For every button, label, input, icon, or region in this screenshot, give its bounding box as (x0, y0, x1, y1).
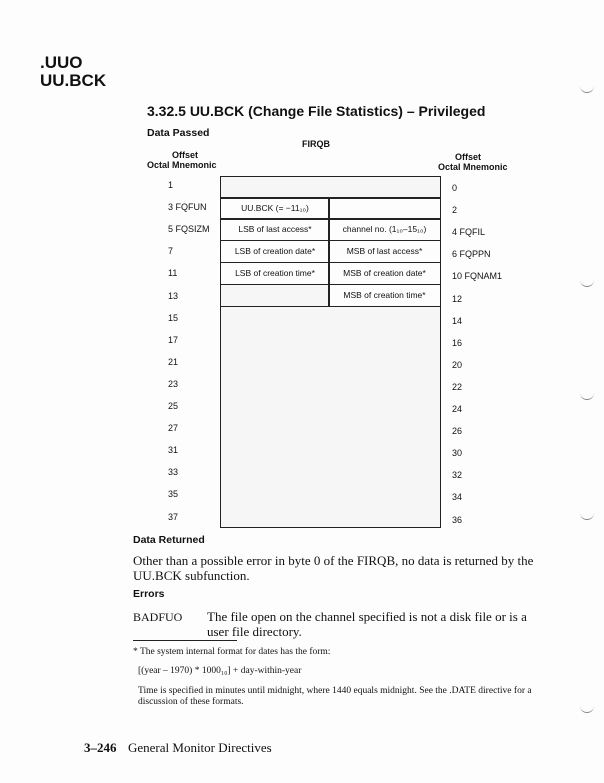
firqb-label: FIRQB (302, 139, 330, 149)
left-offset: 7 (168, 246, 174, 257)
cell-r7-left (220, 240, 330, 263)
error-code: BADFUO (133, 610, 183, 624)
cell-r11-left (220, 262, 330, 285)
right-offset: 14 (452, 315, 463, 326)
cell-r7-right (328, 240, 441, 263)
left-offset: 23 (168, 378, 179, 389)
right-mnemonic-header: Octal Mnemonic (438, 162, 508, 172)
cell-text: LSB of last access* (238, 224, 312, 234)
left-offset: 1 (168, 180, 174, 190)
footnote-line3: Time is specified in minutes until midnight, where 1440 equals midnight. See the .DATE directive for a discussion of these formats. (138, 686, 532, 707)
left-offset-header: Offset (172, 150, 199, 160)
cell-r11-right (328, 262, 441, 285)
binder-hole-mark (580, 706, 594, 713)
errors-heading: Errors (133, 588, 165, 600)
footnote-rule (133, 640, 237, 641)
data-returned-text: Other than a possible error in byte 0 of the FIRQB, no data is returned by the UU.BCK subfunction. (133, 553, 534, 583)
right-offset: 36 (452, 514, 463, 525)
footer-title: General Monitor Directives (128, 740, 272, 755)
footnote-line1: * The system internal format for dates has the form: (133, 647, 331, 657)
header-line1: .UUO (40, 53, 83, 72)
cell-text: MSB of creation time* (343, 290, 426, 300)
left-offset: 33 (168, 467, 179, 478)
right-offset: 4 FQFIL (452, 227, 486, 238)
binder-hole-mark (580, 280, 594, 287)
binder-hole-mark (580, 86, 594, 93)
left-mnemonic-header: Octal Mnemonic (147, 160, 217, 170)
right-offset-header: Offset (455, 152, 482, 162)
left-offset: 31 (168, 445, 179, 456)
left-offset: 15 (168, 312, 179, 323)
unused-area (220, 306, 441, 528)
right-offset: 10 FQNAM1 (452, 271, 503, 282)
cell-r3-right (328, 197, 441, 220)
left-offset: 5 FQSIZM (168, 224, 210, 235)
right-offset: 0 (452, 183, 458, 193)
left-offset: 13 (168, 290, 179, 301)
right-offset: 32 (452, 470, 463, 481)
left-offset: 21 (168, 356, 179, 367)
cell-r5-left (220, 218, 330, 241)
right-offset: 30 (452, 448, 463, 459)
left-offset: 3 FQFUN (168, 202, 207, 213)
cell-text: MSB of last access* (346, 246, 423, 256)
right-offset: 20 (452, 359, 463, 370)
data-returned-heading: Data Returned (133, 534, 205, 546)
cell-text: UU.BCK (= −11₁₀) (241, 203, 309, 213)
data-passed-heading: Data Passed (147, 127, 210, 139)
left-offset: 17 (168, 334, 179, 345)
left-offset: 27 (168, 423, 179, 434)
right-offset: 16 (452, 337, 463, 348)
page-number: 3–246 (84, 740, 117, 755)
cell-r5-right (328, 218, 441, 241)
right-offset: 26 (452, 426, 463, 437)
cell-r13-left (220, 284, 330, 308)
cell-r13-right (328, 284, 441, 308)
cell-text: LSB of creation date* (234, 246, 316, 256)
header-line2: UU.BCK (40, 71, 107, 90)
left-offset: 25 (168, 401, 179, 411)
right-offset: 2 (452, 205, 458, 216)
footnote-formula: [(year – 1970) * 1000₁₀] + day-within-year (138, 666, 302, 676)
left-offset: 37 (168, 511, 179, 522)
binder-hole-mark (580, 513, 594, 520)
right-offset: 22 (452, 381, 463, 392)
section-title: 3.32.5 UU.BCK (Change File Statistics) – Privileged (147, 103, 486, 119)
left-offset: 11 (168, 268, 178, 279)
cell-text: channel no. (1₁₀–15₁₀) (342, 224, 427, 234)
right-offset: 24 (452, 404, 463, 414)
right-offset: 12 (452, 293, 463, 304)
cell-r3-left (220, 197, 330, 220)
row-0-1 (220, 176, 441, 199)
right-offset: 34 (452, 492, 463, 503)
cell-text: LSB of creation time* (235, 268, 315, 278)
cell-text: MSB of creation date* (343, 268, 426, 278)
right-offset: 6 FQPPN (452, 249, 491, 260)
left-offset: 35 (168, 489, 179, 500)
binder-hole-mark (580, 393, 594, 400)
error-description: The file open on the channel specified is not a disk file or is a user file directory. (207, 609, 527, 639)
